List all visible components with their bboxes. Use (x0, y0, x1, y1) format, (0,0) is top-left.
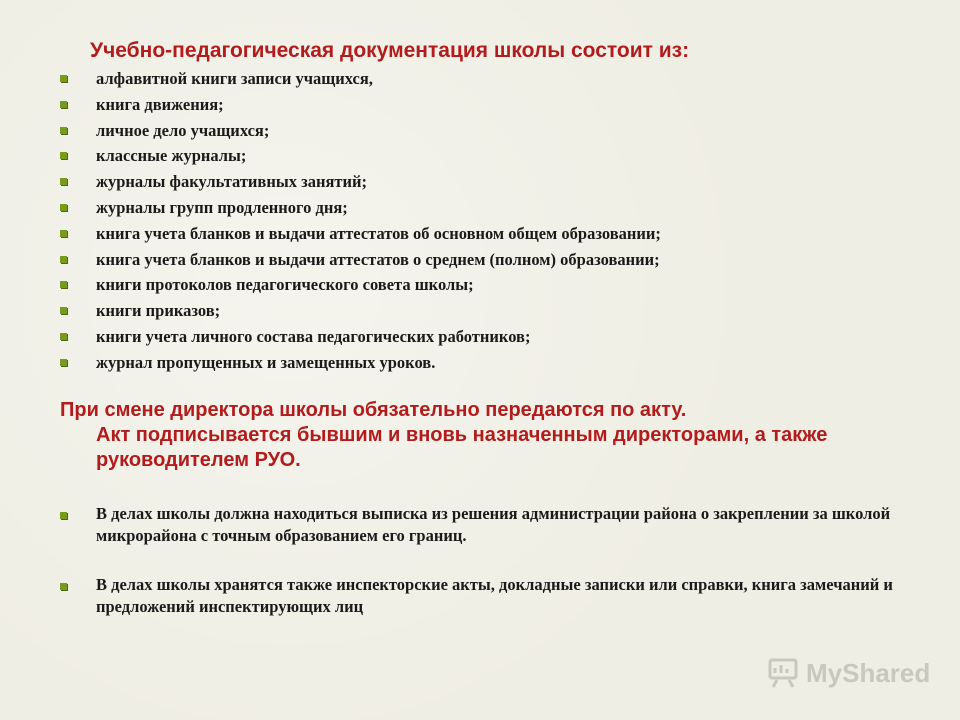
square-bullet-icon (60, 101, 67, 108)
list-item-text: книги приказов; (96, 301, 221, 321)
presentation-board-icon (766, 656, 800, 690)
paragraph-text: В делах школы должна находиться выписка из решения администрации района о закреплении за школой микрорайона с точным образованием его границ. (96, 504, 891, 545)
list-item (60, 247, 920, 273)
square-bullet-icon (60, 152, 67, 159)
list-item (60, 324, 920, 350)
list-item-text: журналы групп продленного дня; (96, 197, 348, 217)
list-item-text: книга учета бланков и выдачи аттестатов об основном общем образовании; (96, 223, 661, 243)
list-item-text: алфавитной книги записи учащихся, (96, 69, 373, 88)
square-bullet-icon (60, 307, 67, 314)
paragraph (60, 574, 920, 618)
square-bullet-icon (60, 178, 67, 185)
notice-line-2: Акт подписывается бывшим и вновь назначенным директорами, а также руководителем РУО. (96, 424, 828, 471)
list-item-text: книга учета бланков и выдачи аттестатов о среднем (полном) образовании; (96, 249, 660, 269)
list-item-text: журналы факультативных занятий; (96, 172, 368, 192)
square-bullet-icon (60, 512, 67, 519)
list-item (60, 272, 920, 298)
list-item (60, 66, 920, 92)
list-item-text: журнал пропущенных и замещенных уроков. (96, 352, 436, 372)
square-bullet-icon (60, 204, 67, 211)
list-item (60, 92, 920, 118)
notice-line-1: При смене директора школы обязательно передаются по акту. (60, 399, 687, 421)
list-item-text: классные журналы; (96, 146, 247, 166)
brand-name: MyShared (806, 657, 931, 688)
documentation-list (60, 66, 920, 376)
list-item (60, 169, 920, 195)
brand-watermark (766, 656, 930, 690)
square-bullet-icon (60, 583, 67, 590)
square-bullet-icon (60, 281, 67, 288)
list-item (60, 195, 920, 221)
list-item-text: личное дело учащихся; (96, 120, 270, 140)
square-bullet-icon (60, 127, 67, 134)
list-item (60, 350, 920, 376)
list-item-text: книги протоколов педагогического совета школы; (96, 275, 474, 295)
list-item-text: книги учета личного состава педагогических работников; (96, 326, 531, 346)
square-bullet-icon (60, 230, 67, 237)
list-item (60, 118, 920, 144)
square-bullet-icon (60, 256, 67, 263)
square-bullet-icon (60, 333, 67, 340)
director-change-notice (60, 398, 920, 473)
list-item (60, 298, 920, 324)
slide-title: Учебно-педагогическая документация школы состоит из: (90, 39, 690, 62)
list-item-text: книга движения; (96, 94, 224, 114)
paragraph (60, 503, 920, 547)
paragraph-text: В делах школы хранятся также инспекторские акты, докладные записки или справки, книга замечаний и предложений инспектирующих лиц (96, 575, 893, 616)
square-bullet-icon (60, 75, 67, 82)
list-item (60, 143, 920, 169)
list-item (60, 221, 920, 247)
square-bullet-icon (60, 359, 67, 366)
